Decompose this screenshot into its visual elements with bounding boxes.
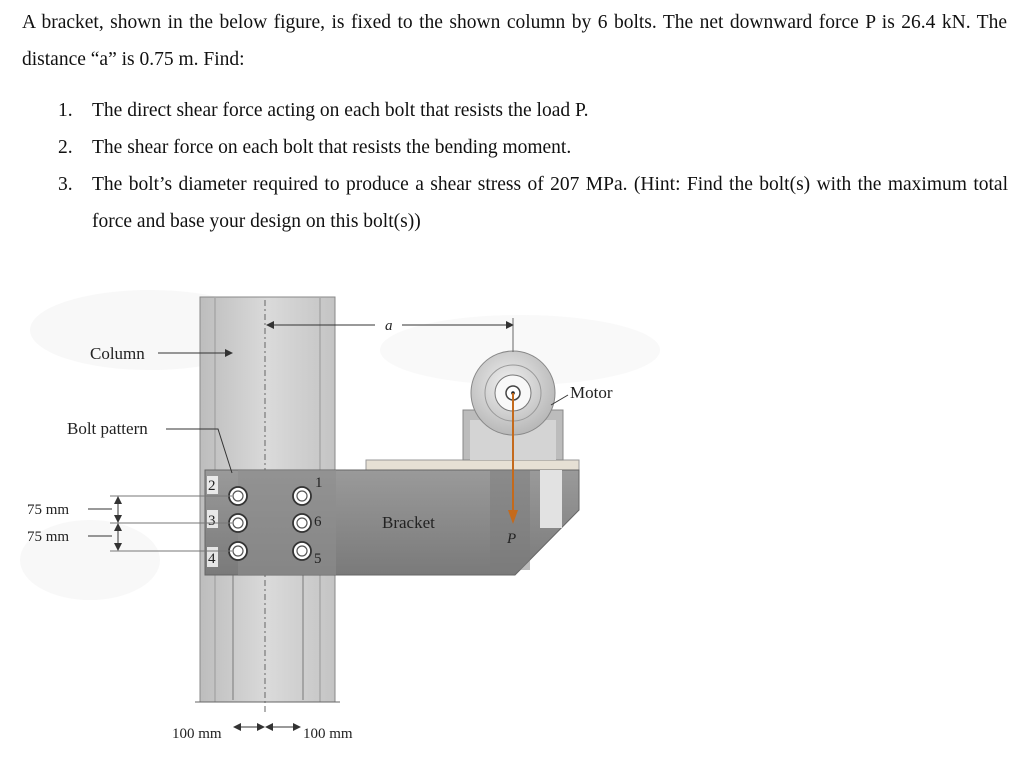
bolt-number: 1: [315, 475, 323, 491]
question-text: The shear force on each bolt that resists the bending moment.: [92, 137, 572, 158]
force-label: P: [507, 531, 517, 547]
spacing-label-vertical: 75 mm: [27, 529, 70, 545]
bolt-number: 3: [208, 513, 216, 529]
question-text: The bolt’s diameter required to produce a shear stress of 207 MPa. (Hint: Find the bolt(s) with the maximum total force and base your design on this bolt(s)): [92, 174, 1008, 232]
question-text: The direct shear force acting on each bolt that resists the load P.: [92, 100, 589, 121]
column-label: Column: [90, 344, 145, 363]
dimension-a-label: a: [385, 318, 393, 334]
bracket-label: Bracket: [382, 513, 435, 532]
bolt-number: 2: [208, 478, 216, 494]
question-number: 2.: [58, 137, 73, 158]
bolt-pattern-label: Bolt pattern: [67, 419, 148, 438]
spacing-label-vertical: 75 mm: [27, 502, 70, 518]
spacing-label-horizontal: 100 mm: [172, 726, 222, 742]
bolt-number: 5: [314, 551, 322, 567]
bolt-5: [293, 542, 311, 560]
motor-label: Motor: [570, 383, 613, 402]
question-number: 3.: [58, 174, 73, 195]
spacing-label-horizontal: 100 mm: [303, 726, 353, 742]
bolt-1: [293, 487, 311, 505]
bolt-number: 4: [208, 551, 216, 567]
bolt-number: 6: [314, 514, 322, 530]
bolt-6: [293, 514, 311, 532]
question-number: 1.: [58, 100, 73, 121]
problem-intro: A bracket, shown in the below figure, is fixed to the shown column by 6 bolts. The net downward force P is 26.4 kN. The distance “a” is 0.75 m. Find:: [22, 12, 1007, 70]
